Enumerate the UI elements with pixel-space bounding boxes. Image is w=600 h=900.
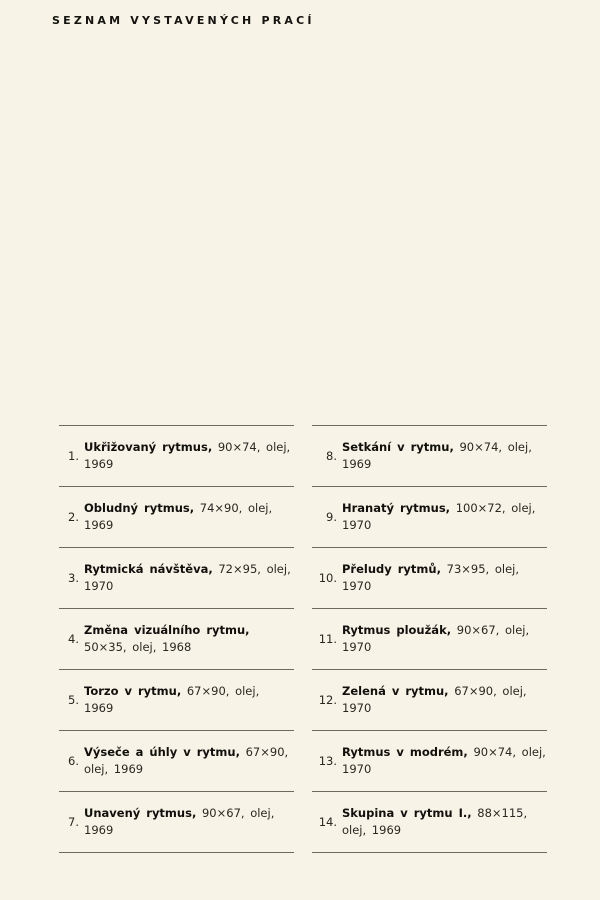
work-entry [59, 670, 294, 731]
work-entry [59, 792, 294, 853]
work-title: Skupina v rytmu I., [342, 806, 472, 820]
work-number: 13. [318, 754, 337, 768]
work-description [337, 439, 547, 473]
work-entry [312, 731, 547, 792]
work-number: 8. [326, 449, 337, 463]
work-details: 90×74, olej, 1970 [342, 745, 546, 776]
work-number: 10. [318, 571, 337, 585]
work-description [79, 500, 294, 534]
work-description [79, 622, 294, 656]
work-entry [312, 487, 547, 548]
work-entry [59, 548, 294, 609]
work-number: 11. [318, 632, 337, 646]
work-details: 90×74, olej, 1969 [342, 440, 532, 471]
work-description [79, 439, 294, 473]
work-details: 90×74, olej, 1969 [84, 440, 291, 471]
work-number: 6. [68, 754, 79, 768]
work-description [337, 744, 547, 778]
work-description [337, 683, 547, 717]
work-details: 67×90, olej, 1970 [342, 684, 527, 715]
work-details: 67×90, olej, 1969 [84, 684, 260, 715]
work-number: 2. [68, 510, 79, 524]
work-number: 7. [68, 815, 79, 829]
work-title: Ukřižovaný rytmus, [84, 440, 213, 454]
work-entry [59, 609, 294, 670]
work-number: 14. [318, 815, 337, 829]
work-number: 4. [68, 632, 79, 646]
work-title: Rytmus ploužák, [342, 623, 452, 637]
work-description [337, 500, 547, 534]
work-number: 9. [326, 510, 337, 524]
work-details: 72×95, olej, 1970 [84, 562, 291, 593]
work-details: 67×90, olej, 1969 [84, 745, 289, 776]
work-entry [59, 731, 294, 792]
work-title: Setkání v rytmu, [342, 440, 454, 454]
work-title: Torzo v rytmu, [84, 684, 182, 698]
work-description [79, 683, 294, 717]
work-details: 100×72, olej, 1970 [342, 501, 536, 532]
work-description [79, 744, 294, 778]
work-entry [59, 426, 294, 487]
work-entry [312, 548, 547, 609]
page-heading: SEZNAM VYSTAVENÝCH PRACÍ [52, 14, 315, 27]
work-title: Rytmus v modrém, [342, 745, 468, 759]
work-description [337, 622, 547, 656]
work-number: 1. [68, 449, 79, 463]
work-title: Zelená v rytmu, [342, 684, 449, 698]
work-description [79, 561, 294, 595]
work-title: Rytmická návštěva, [84, 562, 213, 576]
work-details: 50×35, olej, 1968 [84, 640, 192, 654]
work-number: 12. [318, 693, 337, 707]
work-description [79, 805, 294, 839]
work-number: 3. [68, 571, 79, 585]
work-title: Přeludy rytmů, [342, 562, 441, 576]
work-details: 88×115, olej, 1969 [342, 806, 528, 837]
work-entry [59, 487, 294, 548]
work-title: Výseče a úhly v rytmu, [84, 745, 240, 759]
work-entry [312, 609, 547, 670]
work-entry [312, 670, 547, 731]
work-number: 5. [68, 693, 79, 707]
work-description [337, 805, 547, 839]
work-title: Změna vizuálního rytmu, [84, 623, 250, 637]
works-column-right [312, 425, 547, 853]
work-description [337, 561, 547, 595]
work-entry [312, 792, 547, 853]
work-title: Hranatý rytmus, [342, 501, 451, 515]
work-entry [312, 426, 547, 487]
work-title: Obludný rytmus, [84, 501, 195, 515]
work-details: 90×67, olej, 1970 [342, 623, 530, 654]
work-title: Unavený rytmus, [84, 806, 197, 820]
works-column-left [59, 425, 294, 853]
work-details: 73×95, olej, 1970 [342, 562, 519, 593]
work-details: 74×90, olej, 1969 [84, 501, 273, 532]
work-details: 90×67, olej, 1969 [84, 806, 275, 837]
